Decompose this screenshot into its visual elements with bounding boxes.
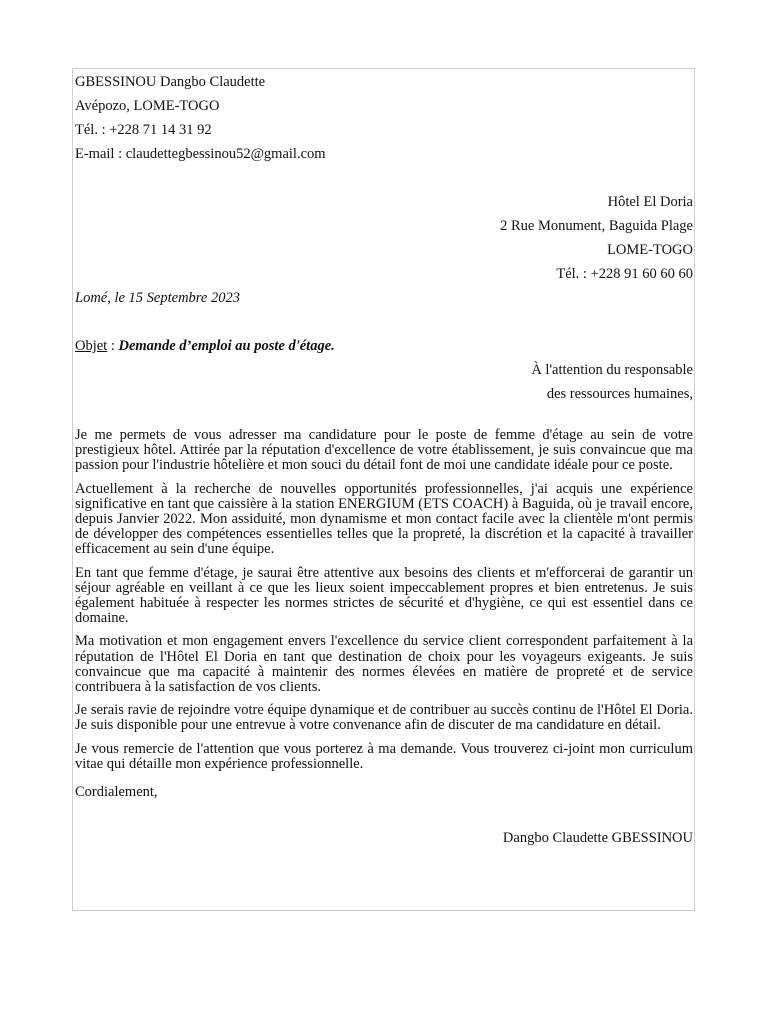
- letter-paragraphs: [75, 428, 693, 772]
- sender-block: [75, 70, 693, 166]
- sender-name: GBESSINOU Dangbo Claudette: [75, 74, 266, 90]
- paragraph: Je vous remercie de l'attention que vous porterez à ma demande. Vous trouverez ci-joint mon curriculum vitae qui détaille mon expérience professionnelle.: [75, 740, 693, 772]
- recipient-block: [75, 190, 693, 286]
- recipient-street: 2 Rue Monument, Baguida Plage: [500, 218, 693, 234]
- object-label: Objet: [75, 338, 108, 354]
- paragraph: Actuellement à la recherche de nouvelles opportunités professionnelles, j'ai acquis une expérience significative en tant que caissière à la station ENERGIUM (ETS COACH) à Baguida, où je travail encore, depuis Janvier 2022. Mon assiduité, mon dynamisme et mon contact facile avec la clientèle m'ont permis de développer des compétences essentielles telles que la propreté, la discrétion et la capacité à travailler efficacement au sein d'une équipe.: [75, 480, 693, 558]
- signature: Dangbo Claudette GBESSINOU: [502, 830, 693, 847]
- object-line: [75, 334, 693, 358]
- object-separator: :: [107, 338, 119, 354]
- recipient-name: Hôtel El Doria: [607, 194, 693, 210]
- closing: Cordialement,: [75, 784, 158, 801]
- letter-body: [75, 70, 693, 850]
- sender-phone: Tél. : +228 71 14 31 92: [75, 122, 212, 138]
- paragraph: Je serais ravie de rejoindre votre équipe dynamique et de contribuer au succès continu de l'Hôtel El Doria. Je suis disponible pour une entrevue à votre convenance afin de discuter de ma candidature en détail.: [75, 702, 693, 734]
- recipient-phone: Tél. : +228 91 60 60 60: [556, 266, 693, 282]
- sender-email: E-mail : claudettegbessinou52@gmail.com: [75, 146, 326, 162]
- paragraph: Ma motivation et mon engagement envers l'excellence du service client correspondent parfaitement à la réputation de l'Hôtel El Doria en tant que destination de choix pour les voyageurs exigeants. Je suis convaincue que ma capacité à maintenir des normes élevées en matière de propreté et de service contribuera à la satisfaction de vos clients.: [75, 633, 693, 696]
- object-text: Demande d’emploi au poste d'étage.: [118, 338, 335, 354]
- attention-line-1: À l'attention du responsable: [531, 362, 693, 378]
- attention-line-2: des ressources humaines,: [546, 386, 693, 402]
- paragraph: Je me permets de vous adresser ma candidature pour le poste de femme d'étage au sein de votre prestigieux hôtel. Attirée par la réputation d'excellence de votre établissement, je suis convaincue que ma passion pour l'industrie hôtelière et mon souci du détail font de moi une candidate idéale pour ce poste.: [75, 427, 693, 474]
- paragraph: En tant que femme d'étage, je saurai être attentive aux besoins des clients et m'efforcerai de garantir un séjour agréable en veillant à ce que les lieux soient impeccablement propres et bien entretenus. Je suis également habituée à respecter les normes strictes de sécurité et d'hygiène, ce qui est essentiel dans ce domaine.: [75, 564, 693, 627]
- attention-block: [75, 358, 693, 406]
- letter-date: Lomé, le 15 Septembre 2023: [75, 290, 240, 306]
- recipient-city: LOME-TOGO: [607, 242, 693, 258]
- sender-address: Avépozo, LOME-TOGO: [75, 98, 220, 114]
